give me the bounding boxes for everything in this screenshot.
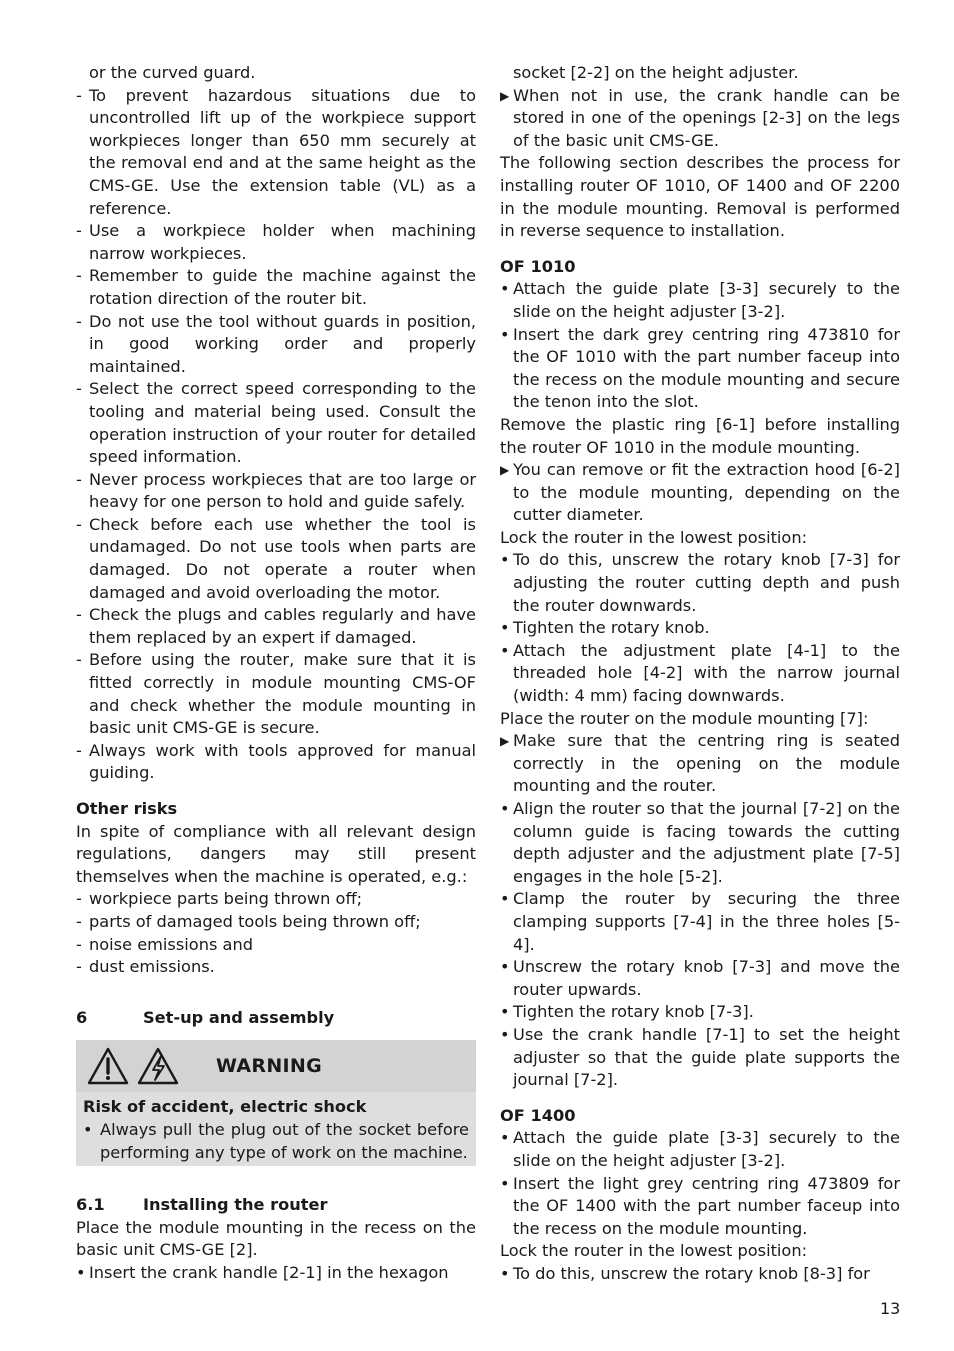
of1400-item: • To do this, unscrew the rotary knob [8-3] for [500, 1263, 870, 1283]
risk-item: - noise emissions and [76, 934, 253, 954]
of1010-item: • Attach the adjustment plate [4-1] to the threaded hole [4-2] with the narrow journal (width: 4 mm) facing downwards. [500, 640, 900, 706]
arrow-item: ▶ When not in use, the crank handle can be stored in one of the openings [2-3] on the legs of the basic unit CMS-GE. [500, 85, 900, 150]
of1010-item: • Use the crank handle [7-1] to set the height adjuster so that the guide plate supports the journal [7-2]. [500, 1024, 900, 1090]
warning-subtitle: Risk of accident, electric shock [83, 1097, 367, 1117]
intro-paragraph: The following section describes the process for installing router OF 1010, OF 1400 and OF 2200 in the module mounting. Removal is performed in reverse sequence to installation. [500, 153, 900, 241]
place-router-text: Place the router on the module mounting [7]: [500, 708, 869, 728]
install-item: • Insert the crank handle [2-1] in the hexagon [76, 1262, 449, 1282]
warning-header [76, 1040, 476, 1092]
warning-triangle-icon [86, 1046, 130, 1086]
safety-item: - Select the correct speed corresponding to the tooling and material being used. Consult the operation instruction of your router for detailed speed information. [76, 379, 476, 467]
section-6-heading: 6 Set-up and assembly [76, 1007, 335, 1027]
intro-text: or the curved guard. [89, 63, 256, 82]
of1010-item: • Tighten the rotary knob [7-3]. [500, 1002, 754, 1022]
arrow-item: ▶ Make sure that the centring ring is seated correctly in the opening on the module mounting and the router. [500, 731, 900, 796]
lock-text: Lock the router in the lowest position: [500, 1241, 808, 1261]
warning-box [76, 1040, 476, 1166]
safety-item: - Check before each use whether the tool is undamaged. Do not use tools when parts are damaged. Do not operate a router when damaged and avoid overloading the motor. [76, 514, 476, 602]
safety-item: - Use a workpiece holder when machining narrow workpieces. [76, 221, 476, 263]
safety-item: - Before using the router, make sure that it is fitted correctly in module mounting CMS-OF and check whether the module mounting in basic unit CMS-GE is secure. [76, 650, 476, 738]
safety-item: - Always work with tools approved for manual guiding. [76, 740, 476, 783]
right-column [500, 62, 900, 1285]
section-6-1-text: Place the module mounting in the recess on the basic unit CMS-GE [2]. [76, 1217, 476, 1260]
other-risks-text: In spite of compliance with all relevant design regulations, dangers may still present themselves when the machine is operated, e.g.: [76, 821, 476, 886]
warning-body [76, 1092, 476, 1166]
arrow-item: ▶ You can remove or fit the extraction hood [6-2] to the module mounting, depending on the cutter diameter. [500, 460, 900, 525]
of1010-item: • Insert the dark grey centring ring 473810 for the OF 1010 with the part number faceup into the recess on the module mounting and secure the tenon into the slot. [500, 324, 900, 412]
left-column [76, 62, 476, 1285]
page-number: 13 [880, 1299, 901, 1318]
of1400-heading: OF 1400 [500, 1105, 576, 1125]
lock-text: Lock the router in the lowest position: [500, 527, 808, 547]
safety-item: - Never process workpieces that are too large or heavy for one person to hold and guide safely. [76, 469, 476, 512]
safety-item: - Remember to guide the machine against the rotation direction of the router bit. [76, 266, 476, 308]
of1010-item: • Clamp the router by securing the three clamping supports [7-4] in the three holes [5-4]. [500, 889, 900, 954]
of1010-item: • To do this, unscrew the rotary knob [7-3] for adjusting the router cutting depth and push the router downwards. [500, 550, 900, 615]
of1010-item: • Align the router so that the journal [7-2] on the column guide is facing towards the cutting depth adjuster and the adjustment plate [7-5] engages in the hole [5-2]. [500, 799, 900, 886]
of1010-item: • Attach the guide plate [3-3] securely to the slide on the height adjuster [3-2]. [500, 279, 900, 321]
of1010-item: • Unscrew the rotary knob [7-3] and move the router upwards. [500, 957, 900, 999]
electric-shock-icon [136, 1046, 180, 1086]
warning-title: WARNING [216, 1055, 323, 1078]
safety-item: - Do not use the tool without guards in position, in good working order and properly maintained. [76, 311, 476, 376]
of1400-item: • Insert the light grey centring ring 473809 for the OF 1400 with the part number faceup into the recess on the module mounting. [500, 1173, 900, 1238]
continued-text: socket [2-2] on the height adjuster. [513, 63, 799, 82]
safety-list [76, 85, 476, 785]
warning-item: • Always pull the plug out of the socket before performing any type of work on the machine. [83, 1119, 469, 1162]
risk-item: - parts of damaged tools being thrown off; [76, 911, 421, 931]
risk-item: - workpiece parts being thrown off; [76, 889, 363, 909]
of1010-item: • Tighten the rotary knob. [500, 618, 710, 638]
of1010-heading: OF 1010 [500, 256, 576, 276]
section-6-1-heading: 6.1 Installing the router [76, 1195, 328, 1215]
safety-item: - Check the plugs and cables regularly and have them replaced by an expert if damaged. [76, 605, 476, 647]
risk-item: - dust emissions. [76, 957, 215, 977]
other-risks-heading: Other risks [76, 799, 178, 818]
of1400-item: • Attach the guide plate [3-3] securely to the slide on the height adjuster [3-2]. [500, 1128, 900, 1170]
remove-ring-text: Remove the plastic ring [6-1] before installing the router OF 1010 in the module mounting. [500, 414, 900, 457]
safety-item: - To prevent hazardous situations due to uncontrolled lift up of the workpiece support workpieces longer than 650 mm securely at the removal end and at the same height as the CMS-GE. Use the extension table (VL) as a reference. [76, 85, 476, 218]
